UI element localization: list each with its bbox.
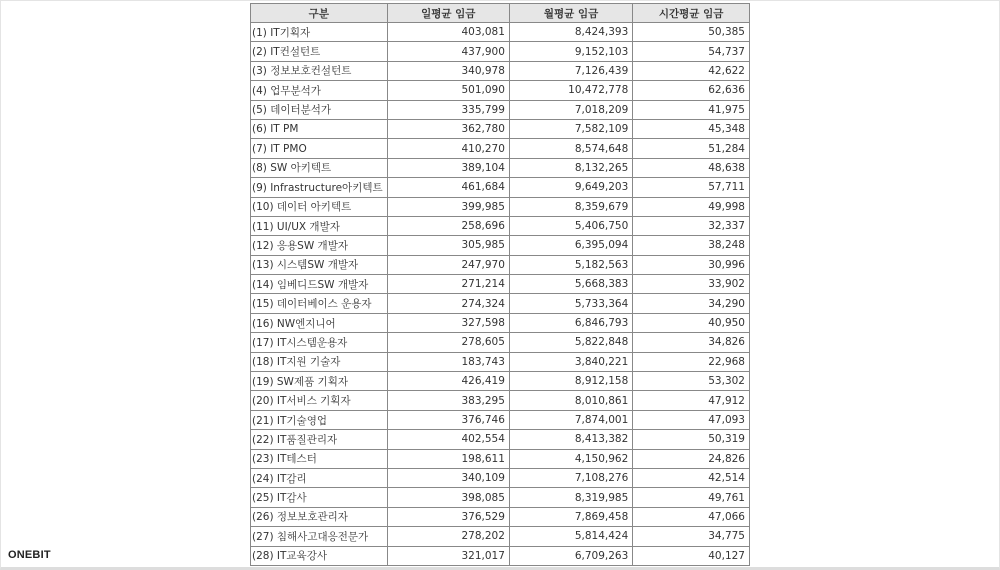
- hourly-wage-cell: 34,290: [633, 294, 750, 313]
- monthly-wage-cell: 5,814,424: [509, 527, 632, 546]
- job-title-cell: (24) IT감리: [251, 468, 388, 487]
- monthly-wage-cell: 5,668,383: [509, 275, 632, 294]
- job-title-cell: (4) 업무분석가: [251, 81, 388, 100]
- job-title-cell: (10) 데이터 아키텍트: [251, 197, 388, 216]
- table-row: [251, 488, 750, 507]
- hourly-wage-cell: 47,093: [633, 410, 750, 429]
- hourly-wage-cell: 33,902: [633, 275, 750, 294]
- monthly-wage-cell: 7,874,001: [509, 410, 632, 429]
- table-row: [251, 449, 750, 468]
- hourly-wage-cell: 41,975: [633, 100, 750, 119]
- daily-wage-cell: 327,598: [387, 313, 509, 332]
- daily-wage-cell: 437,900: [387, 42, 509, 61]
- hourly-wage-cell: 34,826: [633, 333, 750, 352]
- monthly-wage-cell: 7,126,439: [509, 61, 632, 80]
- monthly-wage-cell: 7,018,209: [509, 100, 632, 119]
- hourly-wage-cell: 51,284: [633, 139, 750, 158]
- job-title-cell: (19) SW제품 기획자: [251, 372, 388, 391]
- hourly-wage-cell: 48,638: [633, 158, 750, 177]
- daily-wage-cell: 399,985: [387, 197, 509, 216]
- table-row: [251, 81, 750, 100]
- table-row: [251, 275, 750, 294]
- monthly-wage-cell: 3,840,221: [509, 352, 632, 371]
- table-row: [251, 119, 750, 138]
- hourly-wage-cell: 50,319: [633, 430, 750, 449]
- table-row: [251, 352, 750, 371]
- monthly-wage-cell: 6,709,263: [509, 546, 632, 565]
- hourly-wage-cell: 40,127: [633, 546, 750, 565]
- table-row: [251, 468, 750, 487]
- job-title-cell: (13) 시스템SW 개발자: [251, 255, 388, 274]
- hourly-wage-cell: 38,248: [633, 236, 750, 255]
- table-row: [251, 139, 750, 158]
- hourly-wage-cell: 54,737: [633, 42, 750, 61]
- daily-wage-cell: 383,295: [387, 391, 509, 410]
- daily-wage-cell: 376,529: [387, 507, 509, 526]
- daily-wage-cell: 340,109: [387, 468, 509, 487]
- wage-table: [250, 3, 750, 566]
- monthly-wage-cell: 5,822,848: [509, 333, 632, 352]
- header-category: 구분: [251, 4, 388, 23]
- hourly-wage-cell: 49,998: [633, 197, 750, 216]
- table-row: [251, 61, 750, 80]
- table-row: [251, 546, 750, 565]
- monthly-wage-cell: 5,182,563: [509, 255, 632, 274]
- job-title-cell: (12) 응용SW 개발자: [251, 236, 388, 255]
- table-row: [251, 527, 750, 546]
- daily-wage-cell: 403,081: [387, 23, 509, 42]
- job-title-cell: (7) IT PMO: [251, 139, 388, 158]
- table-row: [251, 100, 750, 119]
- daily-wage-cell: 183,743: [387, 352, 509, 371]
- monthly-wage-cell: 6,846,793: [509, 313, 632, 332]
- header-monthly-wage: 월평균 임금: [509, 4, 632, 23]
- job-title-cell: (18) IT지원 기술자: [251, 352, 388, 371]
- daily-wage-cell: 402,554: [387, 430, 509, 449]
- daily-wage-cell: 278,605: [387, 333, 509, 352]
- daily-wage-cell: 258,696: [387, 216, 509, 235]
- daily-wage-cell: 247,970: [387, 255, 509, 274]
- job-title-cell: (6) IT PM: [251, 119, 388, 138]
- table-row: [251, 236, 750, 255]
- daily-wage-cell: 461,684: [387, 178, 509, 197]
- hourly-wage-cell: 42,622: [633, 61, 750, 80]
- daily-wage-cell: 335,799: [387, 100, 509, 119]
- daily-wage-cell: 321,017: [387, 546, 509, 565]
- hourly-wage-cell: 57,711: [633, 178, 750, 197]
- header-hourly-wage: 시간평균 임금: [633, 4, 750, 23]
- hourly-wage-cell: 30,996: [633, 255, 750, 274]
- table-row: [251, 507, 750, 526]
- job-title-cell: (14) 임베디드SW 개발자: [251, 275, 388, 294]
- daily-wage-cell: 198,611: [387, 449, 509, 468]
- table-header-row: [251, 4, 750, 23]
- table-row: [251, 410, 750, 429]
- hourly-wage-cell: 24,826: [633, 449, 750, 468]
- daily-wage-cell: 274,324: [387, 294, 509, 313]
- monthly-wage-cell: 8,010,861: [509, 391, 632, 410]
- job-title-cell: (28) IT교육강사: [251, 546, 388, 565]
- monthly-wage-cell: 9,649,203: [509, 178, 632, 197]
- hourly-wage-cell: 47,912: [633, 391, 750, 410]
- job-title-cell: (9) Infrastructure아키텍트: [251, 178, 388, 197]
- monthly-wage-cell: 7,108,276: [509, 468, 632, 487]
- daily-wage-cell: 362,780: [387, 119, 509, 138]
- onebit-logo: ONEBIT: [8, 549, 51, 561]
- monthly-wage-cell: 7,869,458: [509, 507, 632, 526]
- job-title-cell: (17) IT시스템운용자: [251, 333, 388, 352]
- table-row: [251, 158, 750, 177]
- hourly-wage-cell: 50,385: [633, 23, 750, 42]
- hourly-wage-cell: 22,968: [633, 352, 750, 371]
- daily-wage-cell: 398,085: [387, 488, 509, 507]
- table-row: [251, 333, 750, 352]
- monthly-wage-cell: 9,152,103: [509, 42, 632, 61]
- job-title-cell: (11) UI/UX 개발자: [251, 216, 388, 235]
- monthly-wage-cell: 5,406,750: [509, 216, 632, 235]
- daily-wage-cell: 426,419: [387, 372, 509, 391]
- job-title-cell: (16) NW엔지니어: [251, 313, 388, 332]
- hourly-wage-cell: 34,775: [633, 527, 750, 546]
- job-title-cell: (8) SW 아키텍트: [251, 158, 388, 177]
- hourly-wage-cell: 42,514: [633, 468, 750, 487]
- daily-wage-cell: 278,202: [387, 527, 509, 546]
- daily-wage-cell: 410,270: [387, 139, 509, 158]
- hourly-wage-cell: 32,337: [633, 216, 750, 235]
- daily-wage-cell: 340,978: [387, 61, 509, 80]
- daily-wage-cell: 305,985: [387, 236, 509, 255]
- table-row: [251, 42, 750, 61]
- monthly-wage-cell: 5,733,364: [509, 294, 632, 313]
- hourly-wage-cell: 40,950: [633, 313, 750, 332]
- monthly-wage-cell: 8,319,985: [509, 488, 632, 507]
- monthly-wage-cell: 6,395,094: [509, 236, 632, 255]
- table-row: [251, 23, 750, 42]
- hourly-wage-cell: 62,636: [633, 81, 750, 100]
- monthly-wage-cell: 8,912,158: [509, 372, 632, 391]
- daily-wage-cell: 271,214: [387, 275, 509, 294]
- job-title-cell: (5) 데이터분석가: [251, 100, 388, 119]
- monthly-wage-cell: 8,574,648: [509, 139, 632, 158]
- job-title-cell: (25) IT감사: [251, 488, 388, 507]
- job-title-cell: (3) 정보보호컨설턴트: [251, 61, 388, 80]
- hourly-wage-cell: 49,761: [633, 488, 750, 507]
- job-title-cell: (26) 정보보호관리자: [251, 507, 388, 526]
- table-row: [251, 255, 750, 274]
- daily-wage-cell: 389,104: [387, 158, 509, 177]
- table-row: [251, 391, 750, 410]
- table-row: [251, 430, 750, 449]
- job-title-cell: (23) IT테스터: [251, 449, 388, 468]
- hourly-wage-cell: 45,348: [633, 119, 750, 138]
- hourly-wage-cell: 47,066: [633, 507, 750, 526]
- monthly-wage-cell: 7,582,109: [509, 119, 632, 138]
- table-row: [251, 178, 750, 197]
- table-row: [251, 372, 750, 391]
- job-title-cell: (2) IT컨설턴트: [251, 42, 388, 61]
- table-row: [251, 216, 750, 235]
- table-row: [251, 197, 750, 216]
- job-title-cell: (21) IT기술영업: [251, 410, 388, 429]
- job-title-cell: (27) 침해사고대응전문가: [251, 527, 388, 546]
- monthly-wage-cell: 8,413,382: [509, 430, 632, 449]
- job-title-cell: (15) 데이터베이스 운용자: [251, 294, 388, 313]
- daily-wage-cell: 501,090: [387, 81, 509, 100]
- hourly-wage-cell: 53,302: [633, 372, 750, 391]
- table-row: [251, 313, 750, 332]
- header-daily-wage: 일평균 임금: [387, 4, 509, 23]
- job-title-cell: (20) IT서비스 기획자: [251, 391, 388, 410]
- monthly-wage-cell: 4,150,962: [509, 449, 632, 468]
- monthly-wage-cell: 10,472,778: [509, 81, 632, 100]
- table-row: [251, 294, 750, 313]
- job-title-cell: (22) IT품질관리자: [251, 430, 388, 449]
- daily-wage-cell: 376,746: [387, 410, 509, 429]
- job-title-cell: (1) IT기획자: [251, 23, 388, 42]
- monthly-wage-cell: 8,424,393: [509, 23, 632, 42]
- monthly-wage-cell: 8,359,679: [509, 197, 632, 216]
- monthly-wage-cell: 8,132,265: [509, 158, 632, 177]
